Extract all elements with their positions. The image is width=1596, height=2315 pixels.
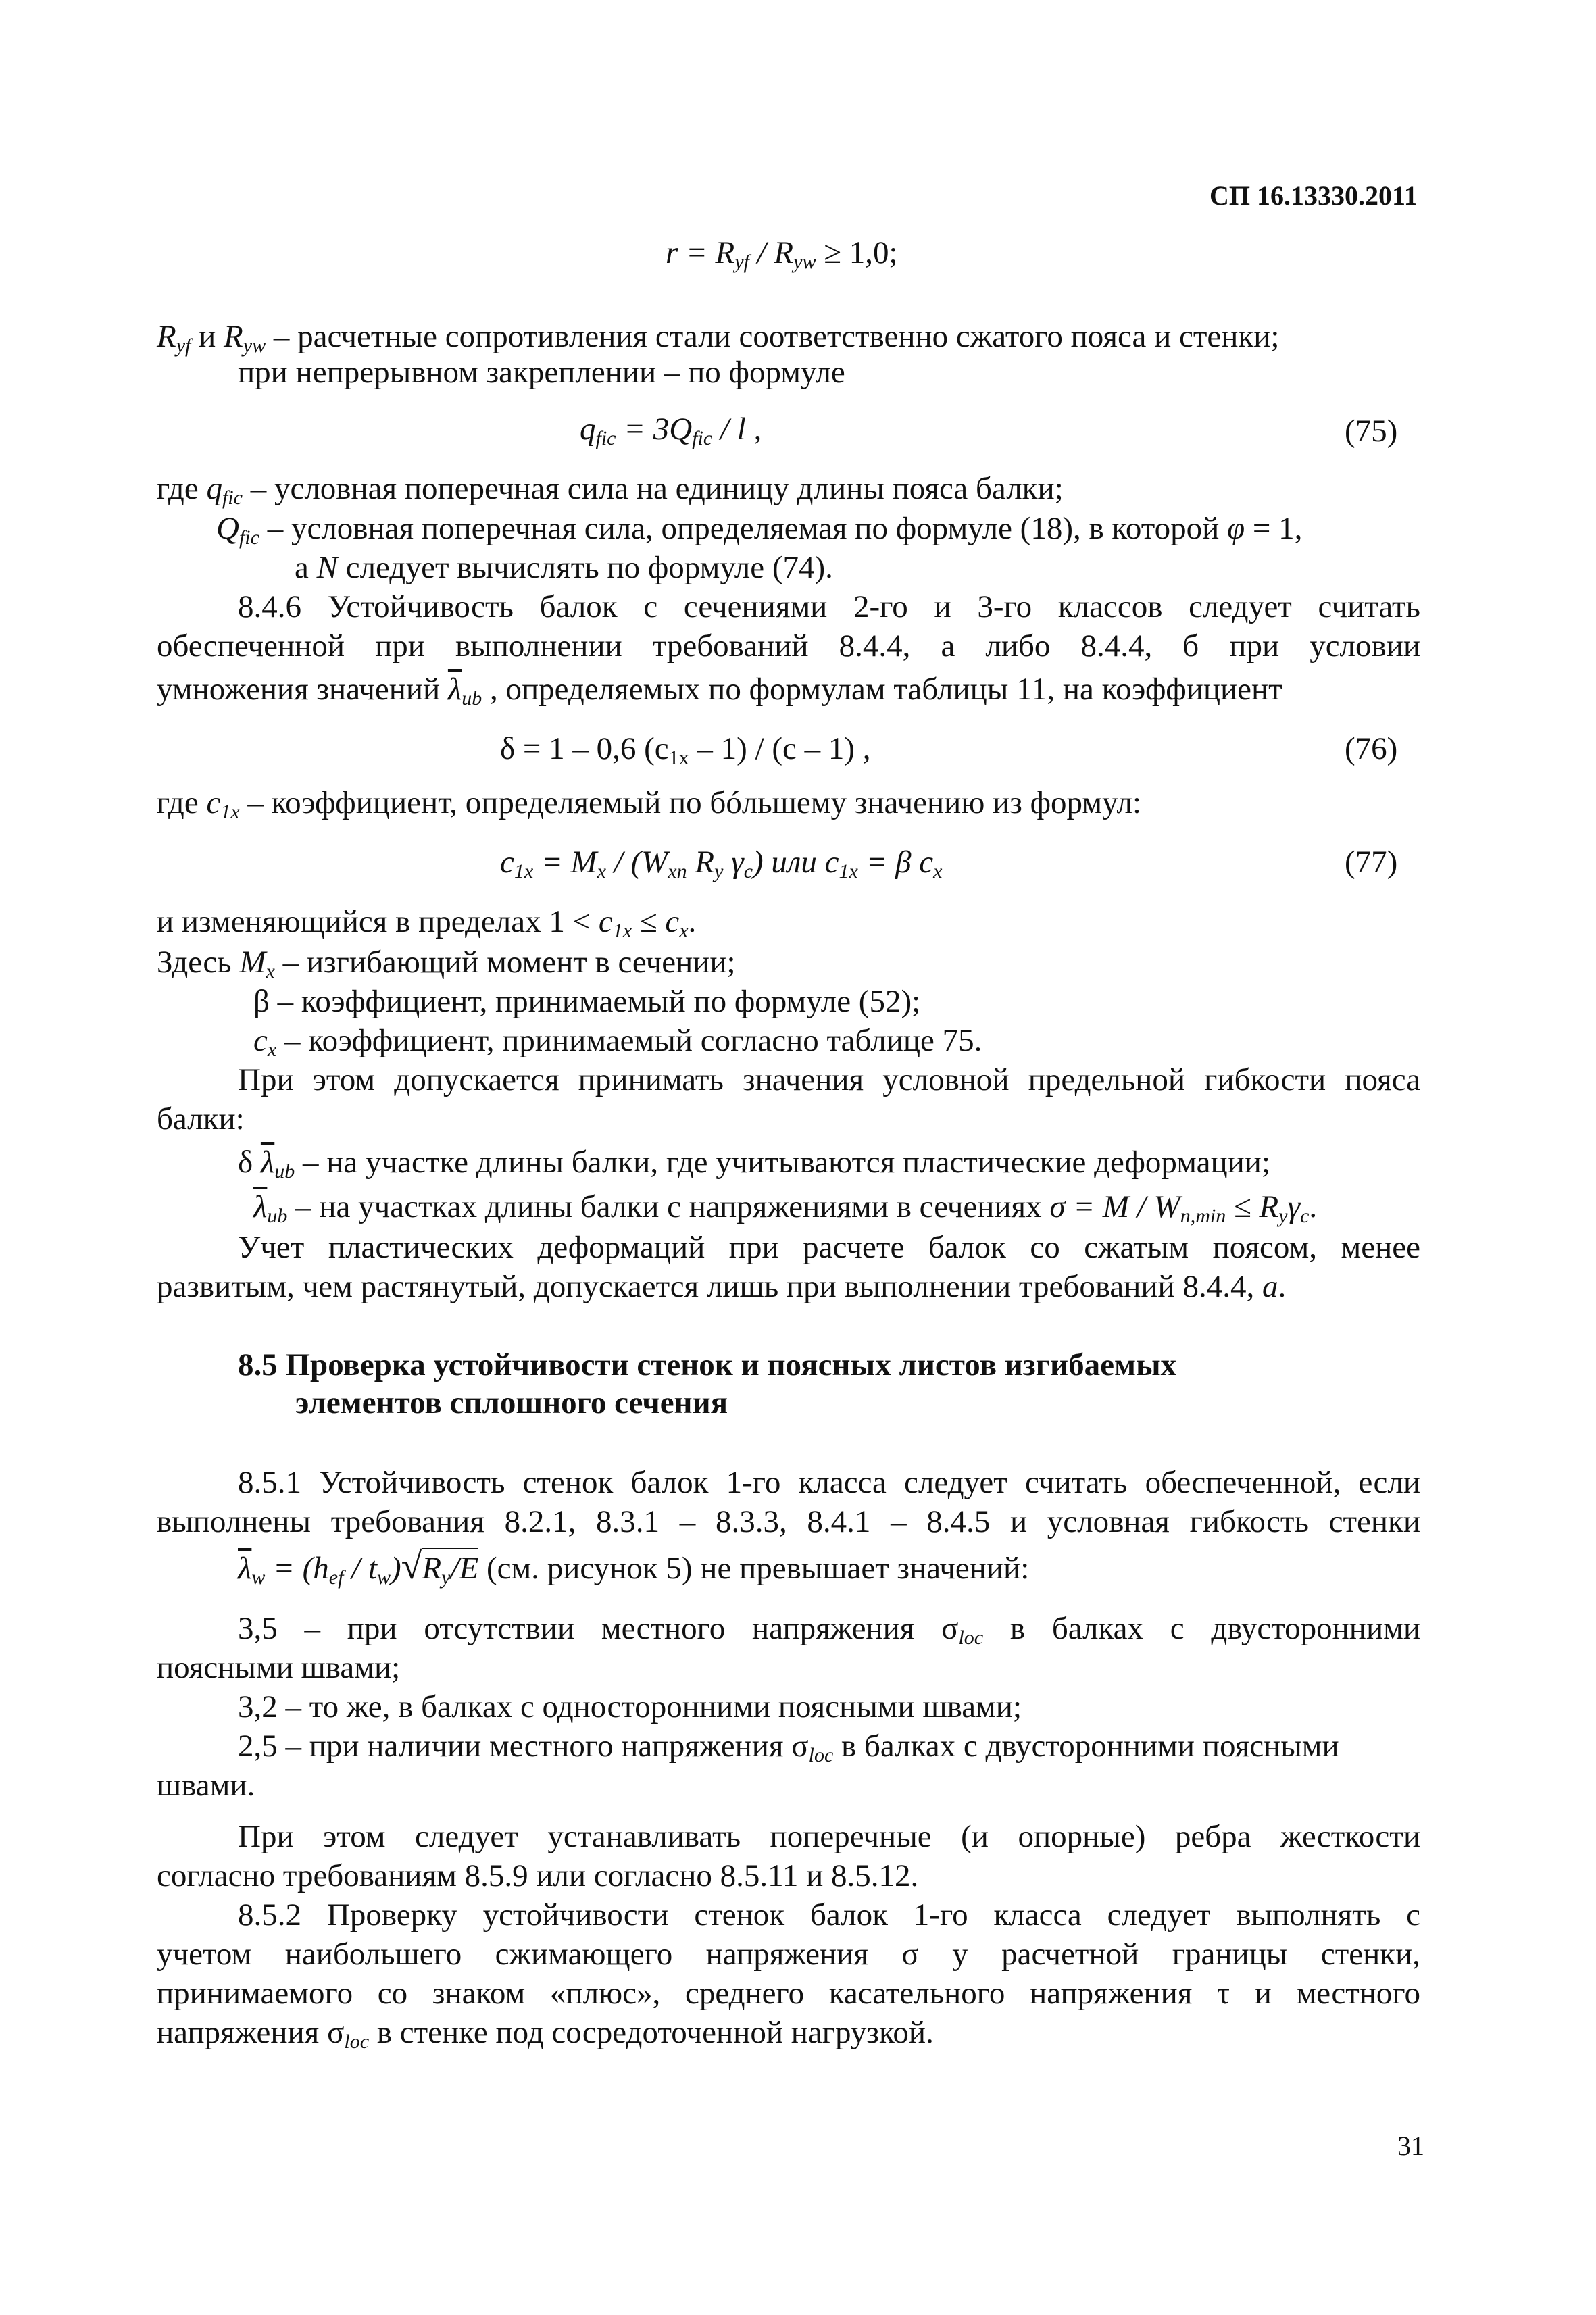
text-line: при непрерывном закреплении – по формуле	[238, 355, 845, 390]
text-line: а N следует вычислять по формуле (74).	[295, 550, 833, 585]
equation-number: (75)	[1345, 414, 1398, 449]
formula-lambda-w: $\overline{\lambda}_w = (h_{ef} / t_w)√R_y/E$ (см. рисунок 5) не превышает значений:	[238, 1545, 1030, 1589]
text-line: 8.5.1 Устойчивость стенок балок 1-го класса следует считать обеспеченной, если	[238, 1465, 1420, 1500]
text-line: δ $\overline{\lambda}_{ub}$ – на участке длины балки, где учитываются пластические деформации;	[238, 1145, 1271, 1183]
text-line: $c_x$ – коэффициент, принимаемый согласно таблице 75.	[253, 1023, 982, 1061]
text-line: 3,5 – при отсутствии местного напряжения $\sigma_{loc}$ в балках с двусторонними	[238, 1611, 1420, 1649]
text-line: где $c_{1x}$ – коэффициент, определяемый по бóльшему значению из формул:	[157, 785, 1142, 823]
text-line: Учет пластических деформаций при расчете балок со сжатым поясом, менее	[238, 1230, 1420, 1265]
text-line: Здесь $M_x$ – изгибающий момент в сечении;	[157, 945, 736, 982]
formula-76: δ = 1 – 0,6 $(c_{1x} - 1) / (c - 1)$ ,	[500, 731, 871, 769]
text-line: При этом допускается принимать значения условной предельной гибкости пояса	[238, 1062, 1420, 1097]
text-line: выполнены требования 8.2.1, 8.3.1 – 8.3.3, 8.4.1 – 8.4.5 и условная гибкость стенки	[157, 1504, 1420, 1539]
text-line: балки:	[157, 1101, 245, 1137]
text-line: где $q_{fic}$ – условная поперечная сила на единицу длины пояса балки;	[157, 471, 1064, 509]
section-heading: 8.5 Проверка устойчивости стенок и поясных листов изгибаемых	[238, 1347, 1177, 1383]
text-line: 3,2 – то же, в балках с односторонними поясными швами;	[238, 1689, 1022, 1724]
text-line: развитым, чем растянутый, допускается лишь при выполнении требований 8.4.4, а.	[157, 1269, 1287, 1304]
text-line: швами.	[157, 1768, 255, 1803]
text-line: $Q_{fic}$ – условная поперечная сила, определяемая по формуле (18), в которой φ = 1,	[216, 511, 1303, 549]
text-line: 2,5 – при наличии местного напряжения $\sigma_{loc}$ в балках с двусторонними поясными	[238, 1728, 1339, 1766]
text-line: поясными швами;	[157, 1650, 401, 1685]
formula-77: $c_{1x} = M_x / (W_{xn}$ $R_y$ $\gamma_c$) или $c_{1x} = \beta$ $c_x$	[500, 845, 943, 882]
text-line: 8.5.2 Проверку устойчивости стенок балок 1-го класса следует выполнять с	[238, 1897, 1420, 1933]
page-number: 31	[1397, 2131, 1424, 2161]
text-line: напряжения $\sigma_{loc}$ в стенке под сосредоточенной нагрузкой.	[157, 2015, 934, 2053]
equation-number: (76)	[1345, 731, 1398, 766]
equation-number: (77)	[1345, 845, 1398, 880]
text-line: обеспеченной при выполнении требований 8.4.4, а либо 8.4.4, б при условии	[157, 628, 1420, 664]
text-line: умножения значений $\overline{\lambda}_{ub}$ , определяемых по формулам таблицы 11, на коэффициент	[157, 672, 1282, 710]
text-line: согласно требованиям 8.5.9 или согласно 8.5.11 и 8.5.12.	[157, 1858, 919, 1893]
text-line: $R_{yf}$ и $R_{yw}$ – расчетные сопротивления стали соответственно сжатого пояса и стенки;	[157, 319, 1280, 357]
formula-75: $q_{fic} = 3Q_{fic} / l$ ,	[580, 412, 762, 449]
text-line: принимаемого со знаком «плюс», среднего касательного напряжения τ и местного	[157, 1976, 1421, 2011]
text-line: учетом наибольшего сжимающего напряжения σ у расчетной границы стенки,	[157, 1937, 1420, 1972]
text-line: и изменяющийся в пределах $1 < c_{1x} \le c_x$.	[157, 904, 697, 942]
text-line: $\overline{\lambda}_{ub}$ – на участках длины балки с напряжениями в сечениях $\sigma = M / W_{n,min} \le R_y\gamma_c$.	[253, 1189, 1318, 1227]
section-heading-cont: элементов сплошного сечения	[295, 1385, 728, 1420]
document-code: СП 16.13330.2011	[1210, 180, 1418, 211]
formula-r: $r = R_{yf} / R_{yw} \ge 1,0$;	[666, 235, 898, 273]
text-line: β – коэффициент, принимаемый по формуле (52);	[253, 984, 921, 1019]
text-line: При этом следует устанавливать поперечные (и опорные) ребра жесткости	[238, 1819, 1420, 1854]
text-line: 8.4.6 Устойчивость балок с сечениями 2-го и 3-го классов следует считать	[238, 589, 1420, 624]
